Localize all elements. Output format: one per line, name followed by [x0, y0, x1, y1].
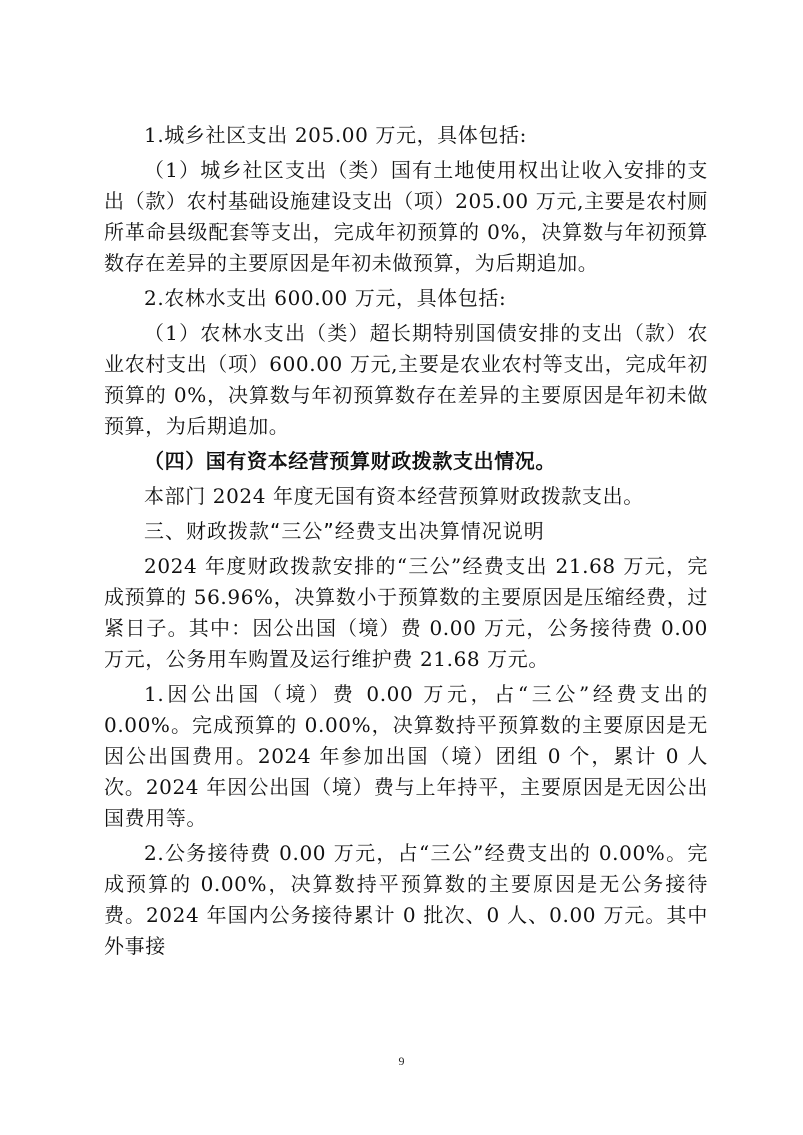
paragraph-agriculture-detail: （1）农林水支出（类）超长期特别国债安排的支出（款）农业农村支出（项）600.00 万元,主要是农业农村等支出，完成年初预算的 0%，决算数与年初预算数存在差异的主要原因是年初未做预算，为后期追加。: [104, 321, 708, 438]
section-heading-state-capital: （四）国有资本经营预算财政拨款支出情况。: [144, 449, 556, 473]
section-heading-three-public: 三、财政拨款“三公”经费支出决算情况说明: [144, 519, 545, 543]
paragraph-overseas-travel: 1.因公出国（境）费 0.00 万元，占“三公”经费支出的 0.00%。完成预算的 0.00%，决算数持平预算数的主要原因是无因公出国费用。2024 年参加出国（境）团组 0 个，累计 0 人次。2024 年因公出国（境）费与上年持平，主要原因是无因公出国费用等。: [104, 682, 708, 830]
document-body: [104, 120, 708, 966]
paragraph-urban-rural-detail: （1）城乡社区支出（类）国有土地使用权出让收入安排的支出（款）农村基础设施建设支出（项）205.00 万元,主要是农村厕所革命县级配套等支出，完成年初预算的 0%，决算数与年初预算数存在差异的主要原因是年初未做预算，为后期追加。: [104, 158, 708, 275]
paragraph-urban-rural-total: 1.城乡社区支出 205.00 万元，具体包括:: [144, 123, 527, 147]
paragraph-three-public-summary: 2024 年度财政拨款安排的“三公”经费支出 21.68 万元，完成预算的 56.96%，决算数小于预算数的主要原因是压缩经费，过紧日子。其中：因公出国（境）费 0.00 万元，公务接待费 0.00 万元，公务用车购置及运行维护费 21.68 万元。: [104, 554, 708, 671]
paragraph-agriculture-total: 2.农林水支出 600.00 万元，具体包括:: [144, 286, 507, 310]
paragraph-official-reception: 2.公务接待费 0.00 万元，占“三公”经费支出的 0.00%。完成预算的 0.00%，决算数持平预算数的主要原因是无公务接待费。2024 年国内公务接待累计 0 批次、0 人、0.00 万元。其中外事接: [104, 841, 708, 958]
paragraph-state-capital-none: 本部门 2024 年度无国有资本经营预算财政拨款支出。: [144, 484, 644, 508]
page-number: 9: [398, 1054, 405, 1068]
